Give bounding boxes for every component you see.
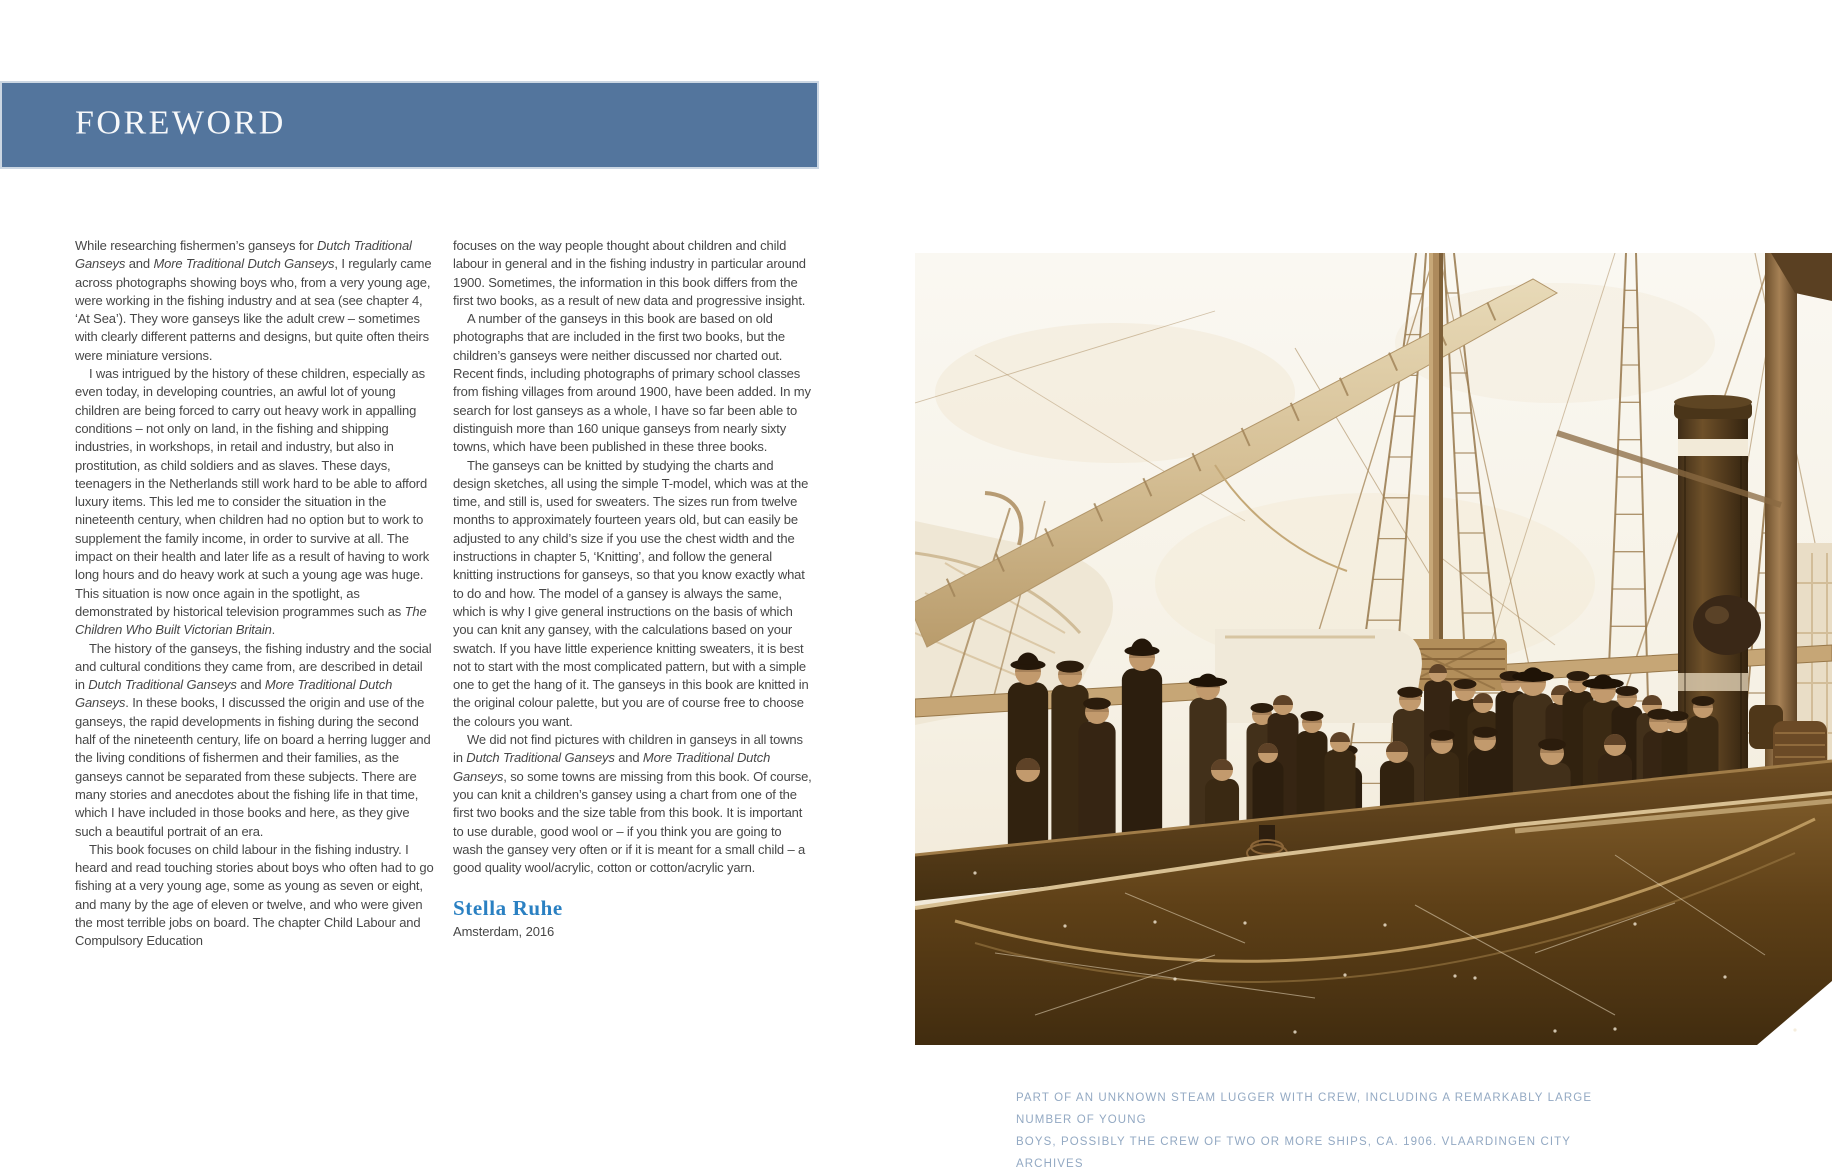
paragraph: focuses on the way people thought about children and child labour in general and in the fishing industry in particular around 1900. Sometimes, the information in this book differs from the first two books, as a result of new data and progressive insight. [453,238,806,308]
paragraph: A number of the ganseys in this book are based on old photographs that are included in the first two books, but the children’s ganseys were neither discussed nor charted out. Recent finds, including photographs of primary school classes from fishing villages from around 1900, have been added. In my search for lost ganseys as a whole, I have so far been able to distinguish more than 160 unique ganseys from nearly sixty towns, which have been published in these three books. [453,311,811,455]
text-column-right [453,237,814,942]
signature-place-date: Amsterdam, 2016 [453,924,555,940]
text-column-right-paragraphs [453,237,814,877]
photo-steam-lugger-crew [915,253,1832,1045]
paragraph: This book focuses on child labour in the fishing industry. I heard and read touching stories about boys who often had to go fishing at a very young age, some as young as seven or eight, and many by the age of eleven or twelve, and who were given the most terrible jobs on board. The chapter Child Labour and Compulsory Education [75,841,434,949]
paragraph: The ganseys can be knitted by studying the charts and design sketches, all using the simple T-model, which was at the time, and still is, used for sweaters. The sizes run from twelve months to approximately fourteen years old, but can easily be adjusted to any child’s size if you use the chest width and the instructions in chapter 5, ‘Knitting’, and follow the general knitting instructions for ganseys, so that you know exactly what to do and how. The model of a gansey is always the same, which is why I give general instructions on the basis of which you can knit any gansey, with the calculations based on your swatch. If you have little experience knitting sweaters, it is best not to start with the most complicated pattern, but with a simple one to get the hang of it. The ganseys in this book are knitted in the original colour palette, but you are of course free to choose the colours you want. [453,457,809,729]
fender [1693,595,1761,655]
paragraph: While researching fishermen’s ganseys for Dutch Traditional Ganseys and More Traditional Dutch Ganseys, I regularly came across photographs showing boys who, from a very young age, were working in the fishing industry and at sea (see chapter 4, ‘At Sea’). They wore ganseys like the adult crew – sometimes with clearly different patterns and designs, but quite often theirs were miniature versions. [75,238,432,363]
paragraph: We did not find pictures with children in ganseys in all towns in Dutch Traditional Ganseys and More Traditional Dutch Ganseys, so some towns are missing from this book. Of course, you can knit a children’s gansey using a chart from one of the first two books and the size table from this book. It is important to use durable, good wool or – if you think you are going to wash the gansey very often or if it is meant for a small child – a good quality wool/acrylic, cotton or cotton/acrylic yarn. [453,732,812,876]
text-column-left [75,237,434,951]
photo-caption [1016,1087,1616,1175]
photo-caption-line1: PART OF AN UNKNOWN STEAM LUGGER WITH CREW, INCLUDING A REMARKABLY LARGE NUMBER OF YOUNG [1016,1092,1593,1126]
page-title: FOREWORD [75,104,286,142]
photo-caption-line2: BOYS, POSSIBLY THE CREW OF TWO OR MORE SHIPS, CA. 1906. VLAARDINGEN CITY ARCHIVES [1016,1136,1571,1170]
paragraph: The history of the ganseys, the fishing industry and the social and cultural conditions they came from, are described in detail in Dutch Traditional Ganseys and More Traditional Dutch Ganseys. In these books, I discussed the origin and use of the ganseys, the rapid developments in fishing during the second half of the nineteenth century, life on board a herring lugger and the living conditions of fishermen and their families, as the ganseys cannot be separated from these subjects. There are many stories and anecdotes about the fishing life in that time, which I have included in those books and here, as they give such a beautiful portrait of an era. [75,640,432,839]
photo-illustration [915,253,1832,1045]
chapter-title-bar [0,81,819,169]
paragraph: I was intrigued by the history of these children, especially as even today, in developing countries, an awful lot of young children are being forced to carry out heavy work in appalling conditions – not only on land, in the fishing and shipping industries, in workshops, in retail and industry, but also in prostitution, as child soldiers and as slaves. These days, teenagers in the Netherlands still work hard to be able to afford luxury items. This led me to consider the situation in the nineteenth century, when children had no option but to work to supplement the family income, in order to survive at all. The impact on their health and later life as a result of having to work long hours and do heavy work at such a young age was huge. This situation is now once again in the spotlight, as demonstrated by historical television programmes such as The Children Who Built Victorian Britain. [75,366,430,638]
author-signature: Stella Ruhe [453,896,563,921]
deckhouse [1215,629,1422,723]
